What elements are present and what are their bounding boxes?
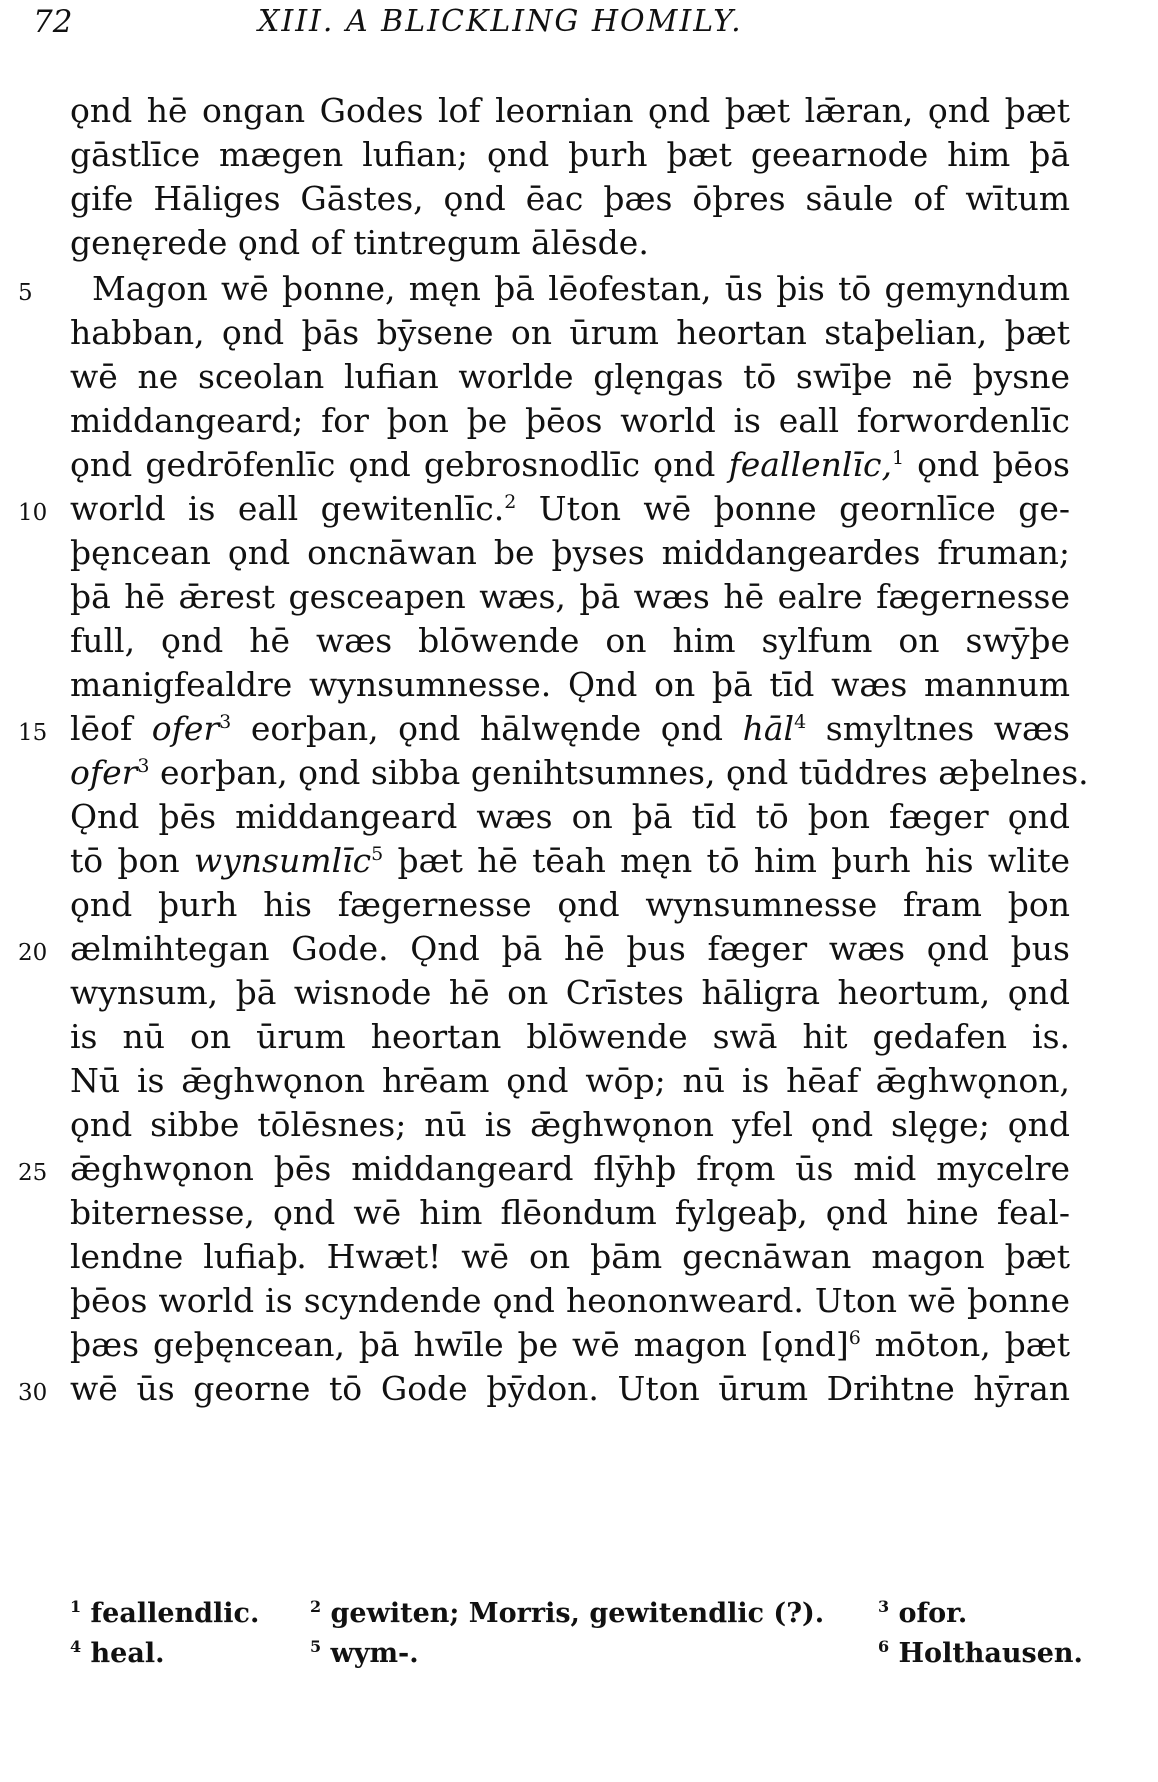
emphasized-word: ofer: [70, 753, 138, 792]
footnote-marker: 4: [794, 711, 807, 733]
text-line: manigfealdre wynsumnesse. Ǫnd on þā tīd wæs mannum: [70, 665, 1070, 704]
text-line: genęrede ǫnd of tintregum ālēsde.: [70, 223, 649, 262]
text-line: ǫnd sibbe tōlēsnes; nū is ǣghwǫnon yfel ǫnd slęge; ǫnd: [70, 1105, 1070, 1144]
running-title: XIII. A BLICKLING HOMILY.: [258, 4, 743, 39]
line-number: 10: [18, 500, 48, 526]
line-number: 25: [18, 1160, 48, 1186]
footnote: $^6$ Holthausen.: [878, 1637, 1083, 1669]
footnote: $^3$ ofor.: [878, 1597, 968, 1629]
footnote: $^5$ wym-.: [310, 1637, 419, 1669]
emphasized-word: ofer: [151, 709, 220, 748]
text-line: þā hē ǣrest gesceapen wæs, þā wæs hē ealre fægernesse: [70, 577, 1070, 616]
text-line: tō þon wynsumlīc$^5$ þæt hē tēah męn tō him þurh his wlite: [70, 841, 1070, 880]
text-line: þęncean ǫnd oncnāwan be þyses middangeardes fruman;: [70, 533, 1070, 572]
text-line: gāstlīce mægen lufian; ǫnd þurh þæt geearnode him þā: [70, 135, 1070, 174]
text-line: Nū is ǣghwǫnon hrēam ǫnd wōp; nū is hēaf ǣghwǫnon,: [70, 1061, 1070, 1100]
text-line: gife Hāliges Gāstes, ǫnd ēac þæs ōþres sāule of wītum: [70, 179, 1070, 218]
page-header: [0, 0, 1158, 50]
text-line: 15 lēof ofer$^3$ eorþan, ǫnd hālwęnde ǫnd hāl$^4$ smyltnes wæs: [70, 704, 1070, 754]
footnote: $^2$ gewiten; Morris, gewitendlic (?).: [310, 1597, 825, 1629]
text-line: 20 ælmihtegan Gode. Ǫnd þā hē þus fæger wæs ǫnd þus: [70, 924, 1070, 974]
footnote-marker: 3: [137, 755, 150, 777]
footnote-marker: 5: [371, 843, 384, 865]
text-line: ǫnd hē ongan Godes lof leornian ǫnd þæt lǣran, ǫnd þæt: [70, 91, 1070, 130]
line-number: 30: [18, 1380, 48, 1406]
text-line: ǫnd gedrōfenlīc ǫnd gebrosnodlīc ǫnd feallenlīc,$^1$ ǫnd þēos: [70, 445, 1070, 484]
text-line: 30 wē ūs georne tō Gode þȳdon. Uton ūrum Drihtne hȳran: [70, 1364, 1070, 1414]
line-number: 5: [18, 280, 33, 306]
text-line: 5 Magon wē þonne, męn þā lēofestan, ūs þis tō gemyndum: [70, 264, 1070, 314]
text-line: 25 ǣghwǫnon þēs middangeard flȳhþ frǫm ūs mid mycelre: [70, 1144, 1070, 1194]
text-line: wynsum, þā wisnode hē on Crīstes hāligra heortum, ǫnd: [70, 973, 1070, 1012]
text-line: biternesse, ǫnd wē him flēondum fylgeaþ, ǫnd hine feal-: [70, 1193, 1070, 1232]
footnote-marker: 1: [891, 447, 905, 469]
text-line: wē ne sceolan lufian worlde glęngas tō swīþe nē þysne: [70, 357, 1070, 396]
text-line: þēos world is scyndende ǫnd heononweard. Uton wē þonne: [70, 1281, 1070, 1320]
footnote-marker: 3: [219, 711, 232, 733]
footnote-marker: 6: [848, 1327, 861, 1349]
text-line: ǫnd þurh his fægernesse ǫnd wynsumnesse fram þon: [70, 885, 1070, 924]
text-line: Ǫnd þēs middangeard wæs on þā tīd tō þon fæger ǫnd: [70, 797, 1070, 836]
text-line: þæs geþęncean, þā hwīle þe wē magon [ǫnd]$^6$ mōton, þæt: [70, 1325, 1070, 1364]
text-line: 10 world is eall gewitenlīc.$^2$ Uton wē þonne geornlīce ge-: [70, 484, 1070, 534]
footnote: $^4$ heal.: [70, 1637, 165, 1669]
emphasized-word: feallenlīc,: [728, 445, 892, 484]
page-number: 72: [33, 4, 73, 40]
text-line: full, ǫnd hē wæs blōwende on him sylfum on swȳþe: [70, 621, 1070, 660]
text-line: habban, ǫnd þās bȳsene on ūrum heortan staþelian, þæt: [70, 313, 1070, 352]
line-number: 20: [18, 940, 48, 966]
text-line: lendne lufiaþ. Hwæt! wē on þām gecnāwan magon þæt: [70, 1237, 1070, 1276]
text-line: ofer$^3$ eorþan, ǫnd sibba genihtsumnes, ǫnd tūddres æþelnes.: [70, 753, 1089, 792]
footnote: $^1$ feallendlic.: [70, 1597, 260, 1629]
text-line: is nū on ūrum heortan blōwende swā hit gedafen is.: [70, 1017, 1070, 1056]
emphasized-word: wynsumlīc: [193, 841, 372, 880]
text-line: middangeard; for þon þe þēos world is eall forwordenlīc: [70, 401, 1070, 440]
line-number: 15: [18, 720, 48, 746]
emphasized-word: hāl: [742, 709, 795, 748]
footnote-marker: 2: [504, 491, 517, 513]
